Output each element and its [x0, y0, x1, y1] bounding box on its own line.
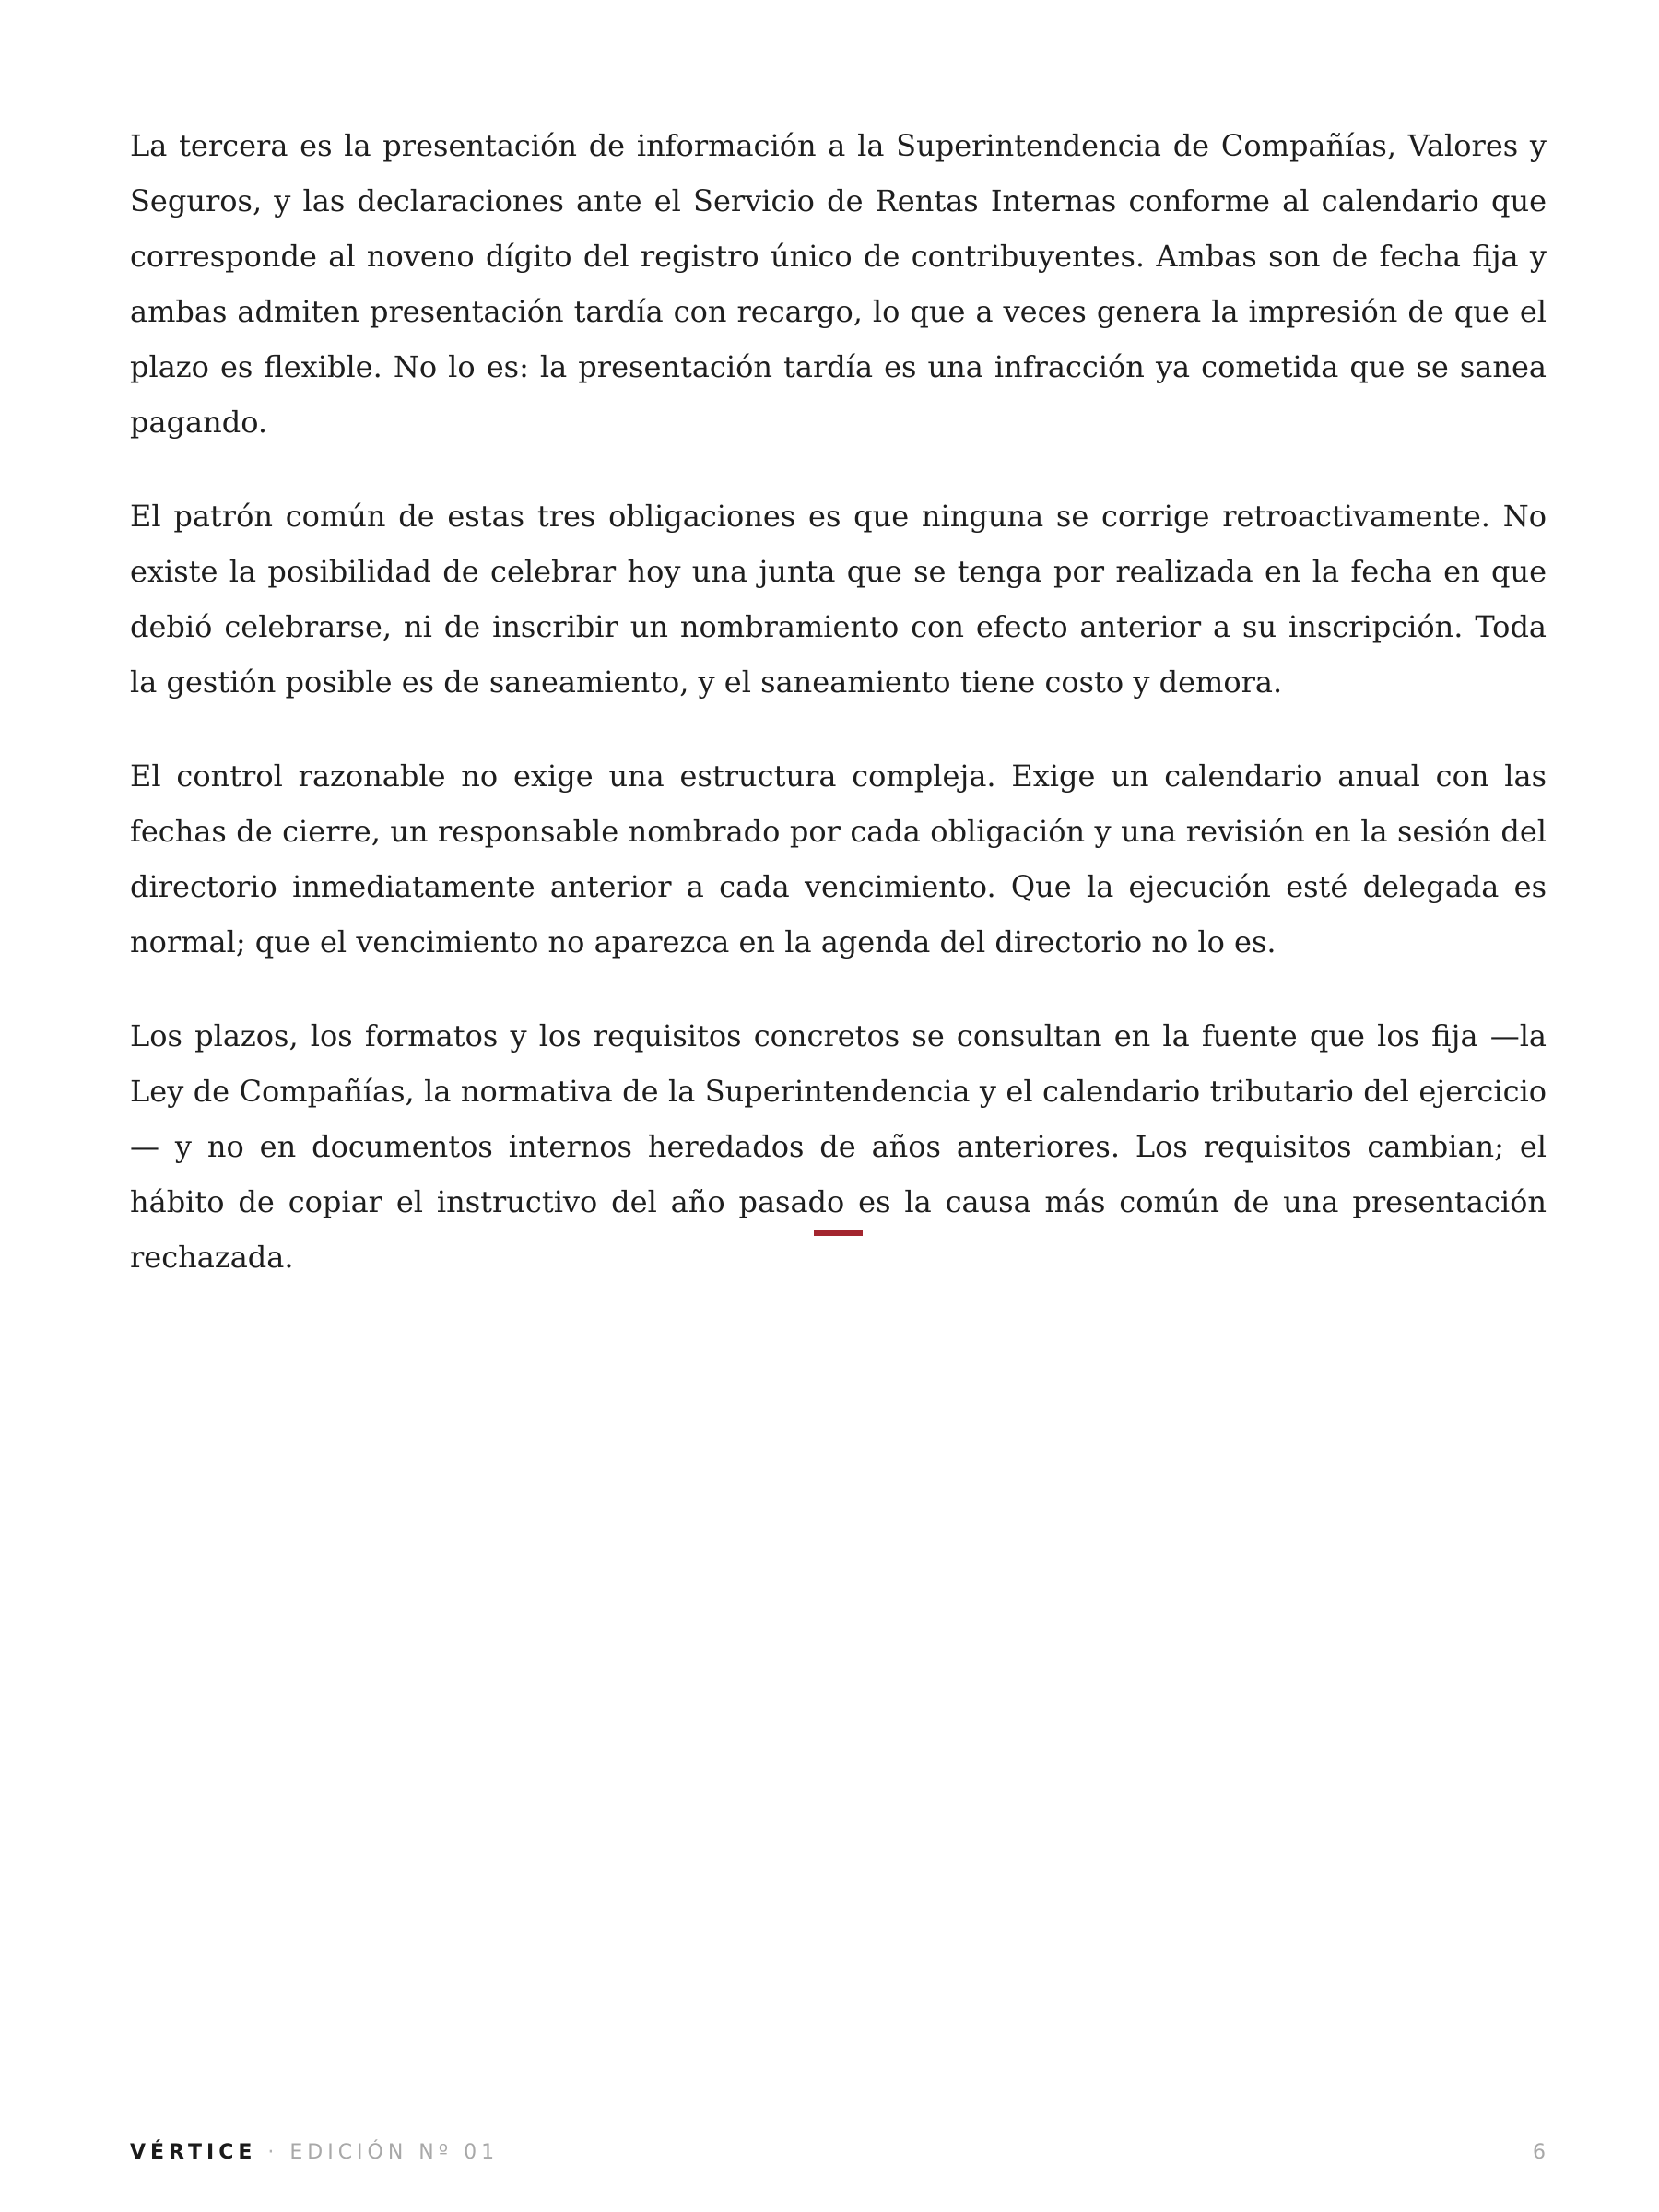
footer-masthead: [130, 2141, 499, 2164]
article-body: [130, 118, 1547, 1285]
paragraph: El control razonable no exige una estructura compleja. Exige un calendario anual con las fechas de cierre, un responsable nombrado por cada obligación y una revisión en la sesión del directorio inmediatamente anterior a cada vencimiento. Que la ejecución esté delegada es normal; que el vencimiento no aparezca en la agenda del directorio no lo es.: [130, 759, 1547, 959]
page-number: 6: [1533, 2141, 1547, 2164]
page-footer: [130, 2141, 1547, 2164]
section-end-divider: [814, 1230, 863, 1236]
footer-separator: ·: [256, 2141, 290, 2164]
publication-name: VÉRTICE: [130, 2141, 257, 2164]
paragraph: El patrón común de estas tres obligaciones es que ninguna se corrige retroactivamente. No existe la posibilidad de celebrar hoy una junta que se tenga por realizada en la fecha en que debió celebrarse, ni de inscribir un nombramiento con efecto anterior a su inscripción. Toda la gestión posible es de saneamiento, y el saneamiento tiene costo y demora.: [130, 499, 1547, 700]
paragraph: Los plazos, los formatos y los requisitos concretos se consultan en la fuente que los fija —la Ley de Compañías, la normativa de la Superintendencia y el calendario tributario del ejercicio— y no en documentos internos heredados de años anteriores. Los requisitos cambian; el hábito de copiar el instructivo del año pasado es la causa más común de una presentación rechazada.: [130, 1018, 1547, 1275]
edition-label: EDICIÓN Nº 01: [289, 2141, 500, 2164]
paragraph: La tercera es la presentación de información a la Superintendencia de Compañías, Valores y Seguros, y las declaraciones ante el Servicio de Rentas Internas conforme al calendario que corresponde al noveno dígito del registro único de contribuyentes. Ambas son de fecha fija y ambas admiten presentación tardía con recargo, lo que a veces genera la impresión de que el plazo es flexible. No lo es: la presentación tardía es una infracción ya cometida que se sanea pagando.: [130, 128, 1547, 440]
